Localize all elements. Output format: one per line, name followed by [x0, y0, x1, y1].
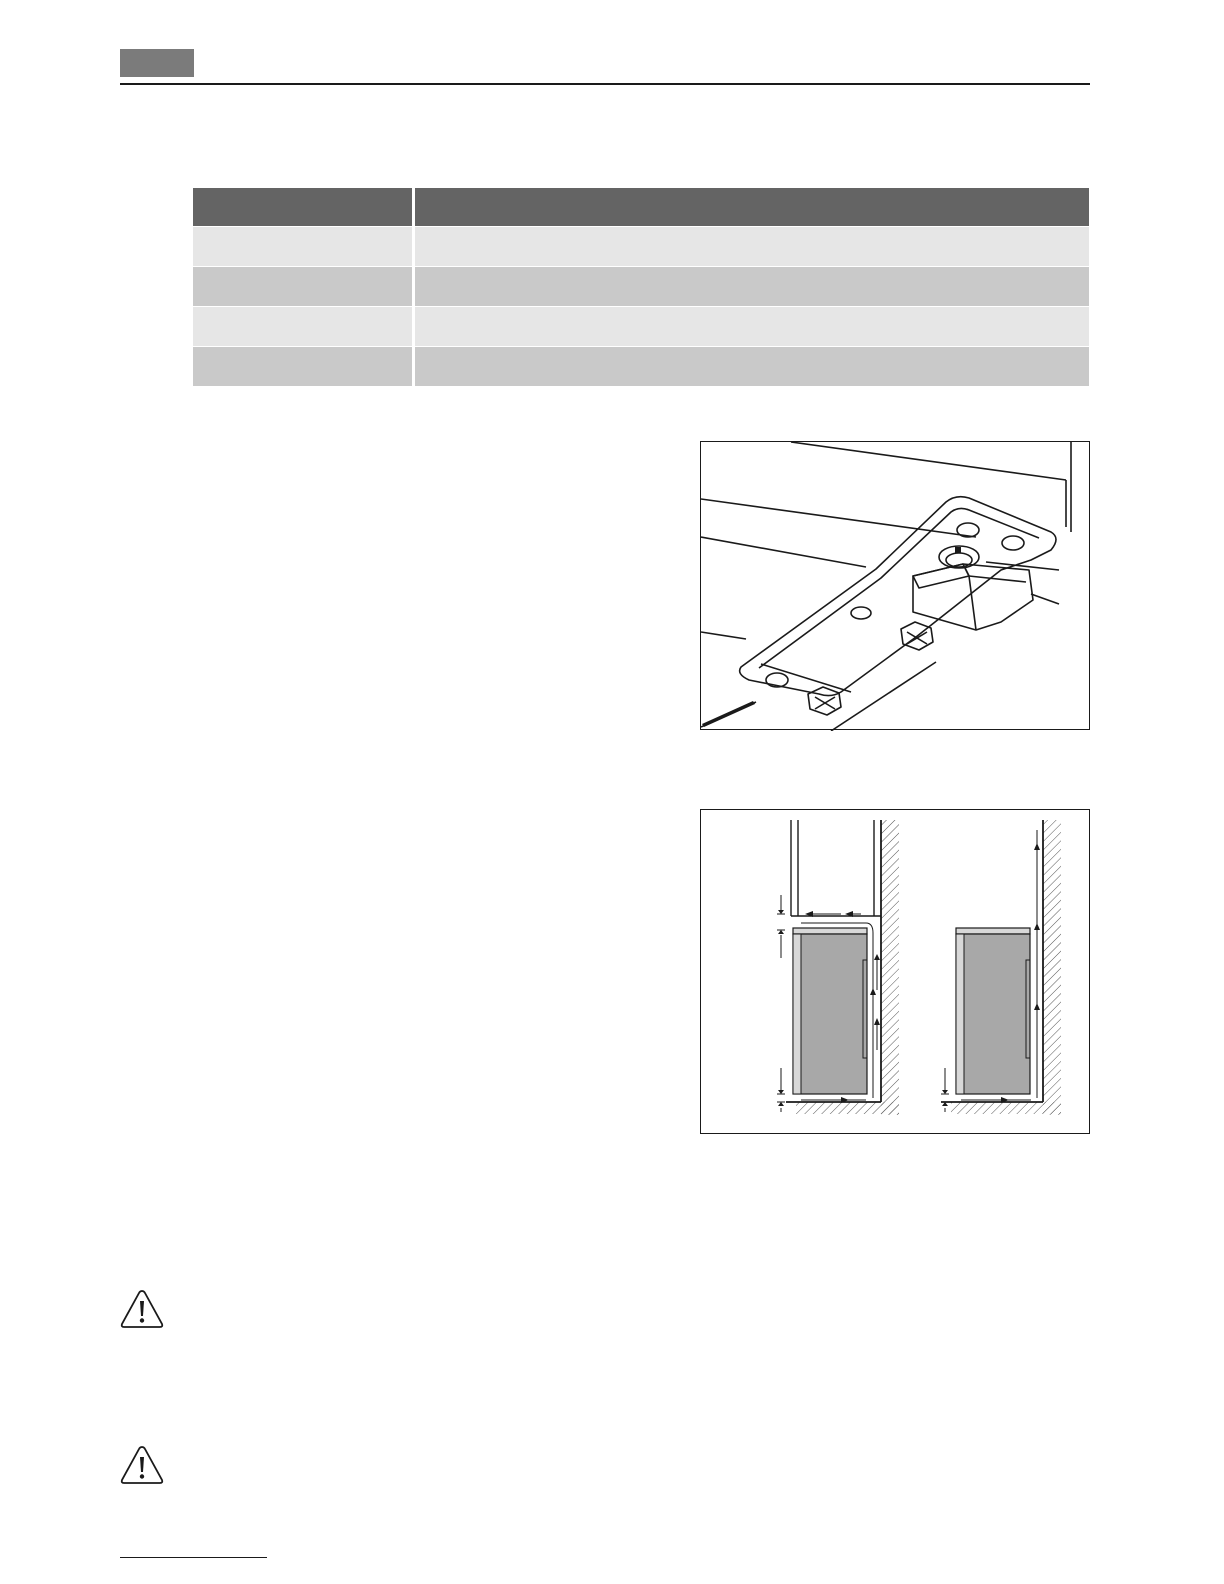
table-cell — [193, 267, 412, 306]
table-row — [193, 347, 1089, 386]
table-cell — [415, 307, 1089, 346]
page-tab — [120, 49, 194, 77]
table-cell — [415, 267, 1089, 306]
table-header-cell — [415, 188, 1089, 226]
table-cell — [415, 347, 1089, 386]
airflow-diagram-icon — [701, 810, 1091, 1135]
table-cell — [415, 227, 1089, 266]
table-cell — [193, 347, 412, 386]
warning-triangle-icon — [119, 1444, 165, 1486]
footnote-rule — [120, 1557, 267, 1558]
table-row — [193, 227, 1089, 266]
table-row — [193, 307, 1089, 346]
adjustable-foot-icon — [701, 442, 1091, 731]
table-header-cell — [193, 188, 412, 226]
ventilation-figure — [700, 809, 1090, 1134]
table-cell — [193, 227, 412, 266]
table-cell — [193, 307, 412, 346]
warning-triangle-icon — [119, 1288, 165, 1330]
spec-table — [193, 188, 1089, 386]
header-rule — [120, 83, 1090, 85]
table-row — [193, 267, 1089, 306]
adjustable-foot-figure — [700, 441, 1090, 730]
table-header-row — [193, 188, 1089, 226]
